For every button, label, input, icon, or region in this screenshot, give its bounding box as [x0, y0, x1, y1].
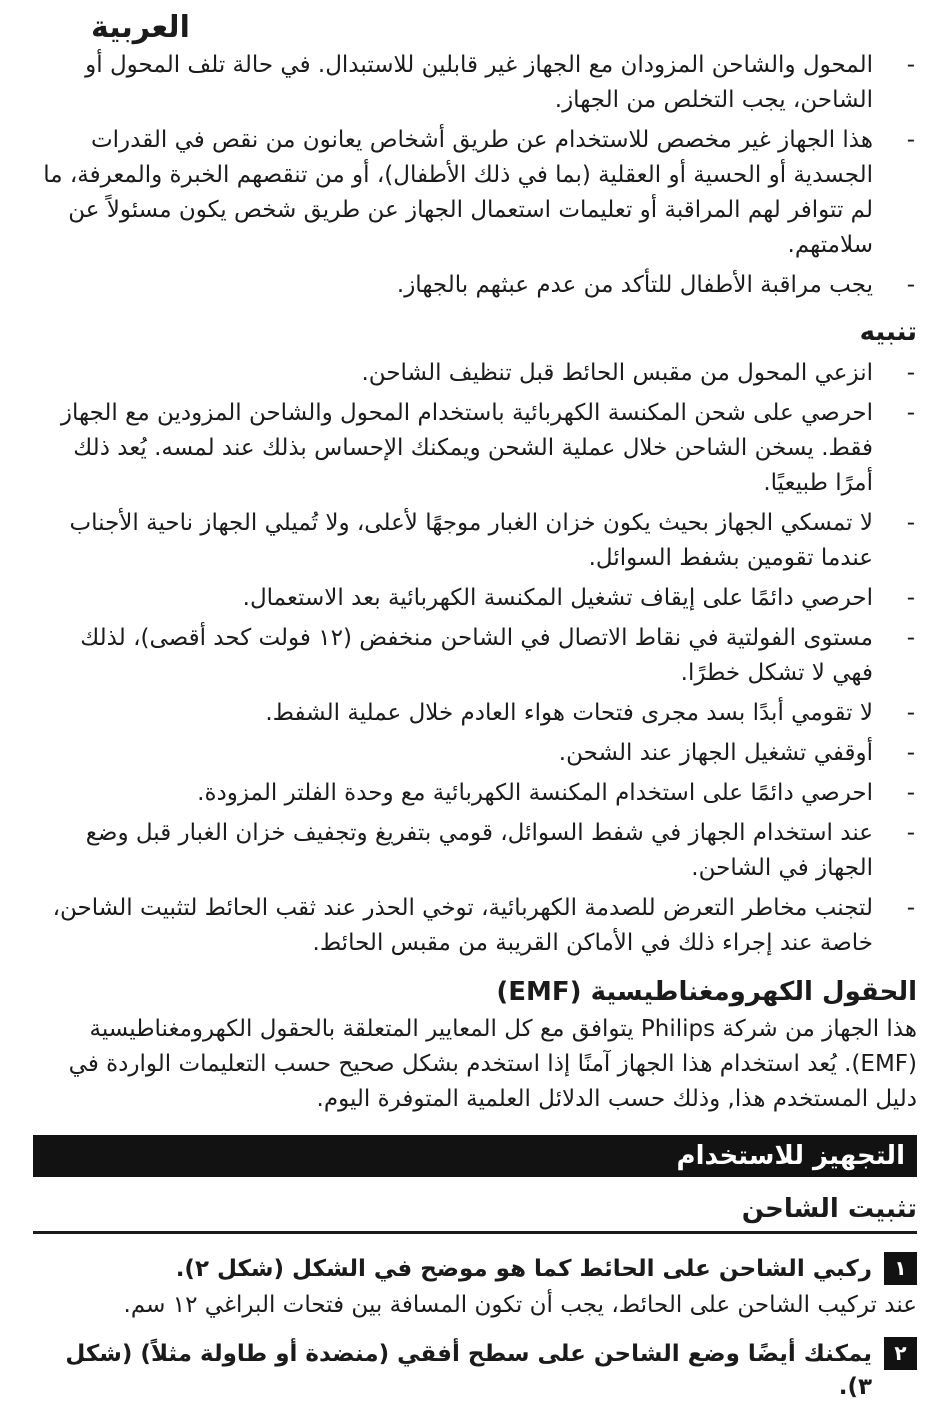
- bullet-text: هذا الجهاز غير مخصص للاستخدام عن طريق أشخاص يعانون من نقص في القدرات الجسدية أو الحسية أو العقلية (بما في ذلك الأطفال)، أو من تنقصهم الخبرة والمعرفة، ما لم تتوافر لهم المراقبة أو تعليمات استعمال الجهاز عن طريق شخص يكون مسئولاً عن سلامتهم.: [43, 127, 873, 258]
- step-number-badge: ١: [884, 1252, 917, 1285]
- bullet-text: مستوى الفولتية في نقاط الاتصال في الشاحن منخفض (١٢ فولت كحد أقصى)، لذلك فهي لا تشكل خطرًا.: [80, 625, 873, 686]
- dash-marker: -: [906, 510, 915, 536]
- dash-marker: -: [906, 895, 915, 921]
- list-item: [33, 816, 917, 886]
- dash-marker: -: [906, 740, 915, 766]
- bullet-text: يجب مراقبة الأطفال للتأكد من عدم عبثهم بالجهاز.: [396, 272, 873, 298]
- dash-marker: -: [906, 780, 915, 806]
- step-number-badge: ٢: [884, 1337, 917, 1370]
- caution-bullet-list: [33, 356, 917, 961]
- bullet-text: أوقفي تشغيل الجهاز عند الشحن.: [558, 740, 873, 766]
- list-item: [33, 891, 917, 961]
- section-bar: [33, 1135, 917, 1177]
- bullet-text: لا تقومي أبدًا بسد مجرى فتحات هواء العادم خلال عملية الشفط.: [265, 700, 873, 726]
- step-text: يمكنك أيضًا وضع الشاحن على سطح أفقي (منضدة أو طاولة مثلاً) (شكل ٣).: [65, 1341, 872, 1400]
- bullet-text: عند استخدام الجهاز في شفط السوائل، قومي بتفريغ وتجفيف خزان الغبار قبل وضع الجهاز في الشاحن.: [85, 820, 873, 881]
- list-item: [33, 506, 917, 576]
- step-1: [33, 1252, 917, 1286]
- bullet-text: انزعي المحول من مقبس الحائط قبل تنظيف الشاحن.: [361, 360, 873, 386]
- step-text: ركبي الشاحن على الحائط كما هو موضح في الشكل (شكل ٢).: [175, 1256, 872, 1282]
- dash-marker: -: [906, 585, 915, 611]
- list-item: [33, 268, 917, 303]
- bullet-text: لتجنب مخاطر التعرض للصدمة الكهربائية، توخي الحذر عند ثقب الحائط لتثبيت الشاحن، خاصة عند إجراء ذلك في الأماكن القريبة من مقبس الحائط.: [52, 895, 873, 956]
- bullet-text: لا تمسكي الجهاز بحيث يكون خزان الغبار موجهًا لأعلى، ولا تُميلي الجهاز ناحية الأجناب عندما تقومين بشفط السوائل.: [69, 510, 873, 571]
- dash-marker: -: [906, 272, 915, 298]
- list-item: [33, 48, 917, 118]
- list-item: [33, 356, 917, 391]
- list-item: [33, 776, 917, 811]
- dash-marker: -: [906, 52, 915, 78]
- list-item: [33, 736, 917, 771]
- dash-marker: -: [906, 400, 915, 426]
- page-title: العربية: [91, 10, 190, 45]
- dash-marker: -: [906, 700, 915, 726]
- bullet-text: احرصي على شحن المكنسة الكهربائية باستخدام المحول والشاحن المزودين مع الجهاز فقط. يسخن الشاحن خلال عملية الشحن ويمكنك الإحساس بذلك عند لمسه. يُعد ذلك أمرًا طبيعيًا.: [60, 400, 873, 496]
- emf-heading: الحقول الكهرومغناطيسية (EMF): [496, 977, 917, 1007]
- mount-charger-heading: تثبيت الشاحن: [741, 1194, 917, 1224]
- dash-marker: -: [906, 625, 915, 651]
- list-item: [33, 621, 917, 691]
- dash-marker: -: [906, 820, 915, 846]
- emf-paragraph: هذا الجهاز من شركة Philips يتوافق مع كل المعايير المتعلقة بالحقول الكهرومغناطيسية (EMF). يُعد استخدام هذا الجهاز آمنًا إذا استخدم بشكل صحيح حسب التعليمات الواردة في دليل المستخدم هذا, وذلك حسب الدلائل العلمية المتوفرة اليوم.: [68, 1016, 917, 1112]
- dash-marker: -: [906, 360, 915, 386]
- bullet-text: المحول والشاحن المزودان مع الجهاز غير قابلين للاستبدال. في حالة تلف المحول أو الشاحن، يجب التخلص من الجهاز.: [85, 52, 873, 113]
- section-bar-title: التجهيز للاستخدام: [676, 1141, 905, 1171]
- list-item: [33, 696, 917, 731]
- step-1-note: عند تركيب الشاحن على الحائط، يجب أن تكون المسافة بين فتحات البراغي ١٢ سم.: [123, 1292, 917, 1318]
- bullet-text: احرصي دائمًا على استخدام المكنسة الكهربائية مع وحدة الفلتر المزودة.: [197, 780, 873, 806]
- step-2: [33, 1337, 917, 1404]
- divider-rule: [33, 1231, 917, 1234]
- list-item: [33, 581, 917, 616]
- bullet-text: احرصي دائمًا على إيقاف تشغيل المكنسة الكهربائية بعد الاستعمال.: [242, 585, 873, 611]
- safety-bullet-list: [33, 48, 917, 303]
- list-item: [33, 123, 917, 263]
- caution-heading: تنبيه: [859, 317, 917, 347]
- list-item: [33, 396, 917, 501]
- dash-marker: -: [906, 127, 915, 153]
